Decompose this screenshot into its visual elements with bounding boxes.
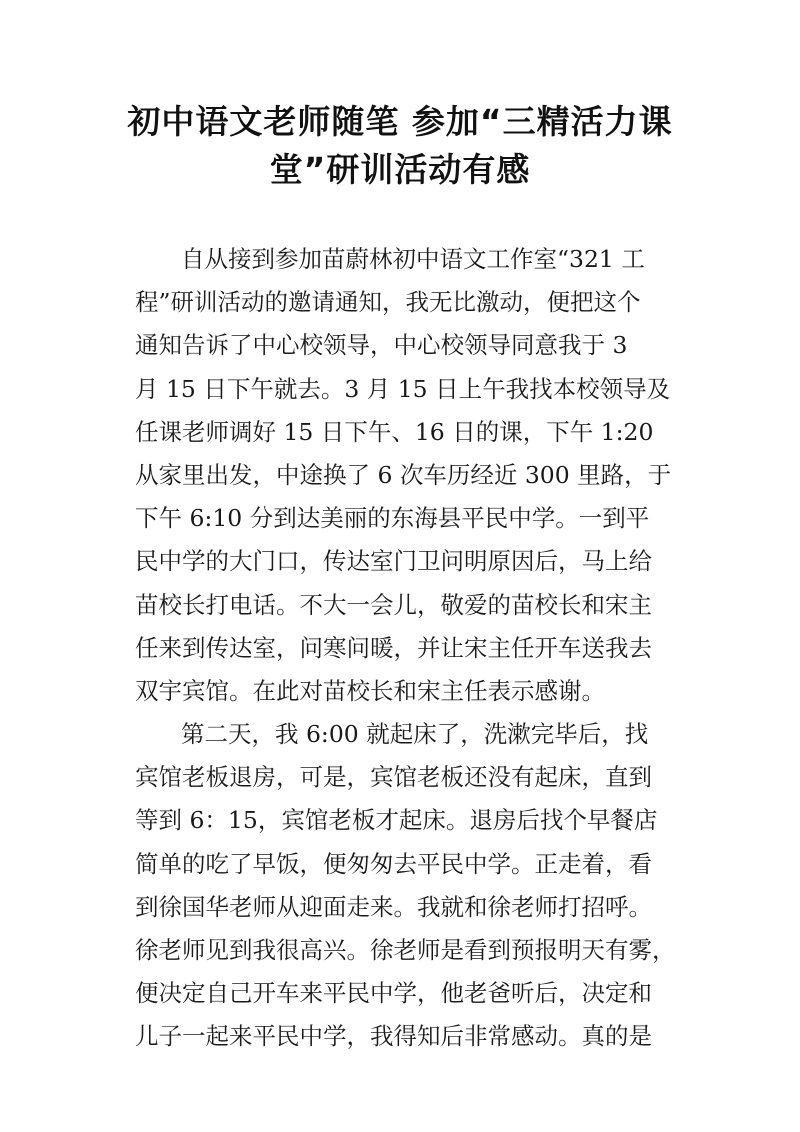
document-title [100,98,700,194]
text-line: 儿子一起来平民中学，我得知后非常感动。真的是 [135,1022,652,1051]
paragraph-2 [135,713,675,1059]
text-line: 苗校长打电话。不大一会儿，敬爱的苗校长和宋主 [135,590,652,619]
text-line: 自从接到参加苗蔚林初中语文工作室“321 工 [181,245,645,273]
text-line: 第二天，我 6:00 就起床了，洗漱完毕后，找 [181,720,649,749]
paragraph-1 [135,238,675,713]
text-line: 月 15 日下午就去。3 月 15 日上午我找本校领导及 [135,374,671,403]
text-line: 任来到传达室，问寒问暖，并让宋主任开车送我去 [135,633,652,662]
text-line: 徐老师见到我很高兴。徐老师是看到预报明天有雾， [135,936,676,964]
text-line: 民中学的大门口，传达室门卫问明原因后，马上给 [135,547,652,576]
text-line: 下午 6:10 分到达美丽的东海县平民中学。一到平 [135,504,650,533]
text-line: 双宇宾馆。在此对苗校长和宋主任表示感谢。 [135,676,605,705]
text-line: 宾馆老板退房，可是，宾馆老板还没有起床，直到 [135,763,652,792]
text-line: 程”研训活动的邀请通知，我无比激动，便把这个 [135,288,641,317]
text-line: 通知告诉了中心校领导，中心校领导同意我于 3 [135,331,628,360]
title-line: 初中语文老师随笔 参加“三精活力课 [127,102,673,141]
text-line: 等到 6：15，宾馆老板才起床。退房后找个早餐店 [135,806,658,835]
text-line: 便决定自己开车来平民中学，他老爸听后，决定和 [135,979,652,1008]
text-line: 简单的吃了早饭，便匆匆去平民中学。正走着，看 [135,849,652,878]
text-line: 到徐国华老师从迎面走来。我就和徐老师打招呼。 [135,892,652,921]
document-body [135,238,675,1059]
text-line: 任课老师调好 15 日下午、16 日的课，下午 1:20 [135,417,654,446]
title-line: 堂”研训活动有感 [269,150,531,189]
text-line: 从家里出发，中途换了 6 次车历经近 300 里路，于 [135,460,672,489]
